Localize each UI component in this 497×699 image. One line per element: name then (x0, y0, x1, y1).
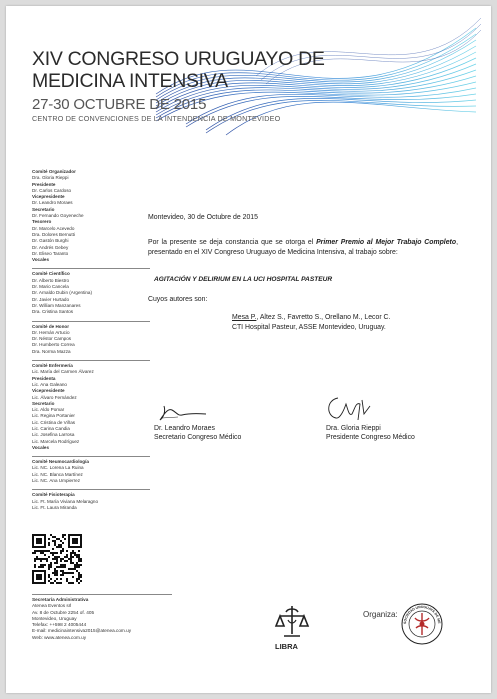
authors-block (232, 313, 390, 332)
committee-member: Lic. Ft. Laura Miranda (32, 504, 77, 510)
award-statement-part1: Por la presente se deja constancia que se otorga el (148, 239, 317, 246)
committee-heading: Comité Neumocardiología (32, 459, 89, 465)
committee-member: Lic. NC. Blanca Martínez (32, 471, 83, 477)
letterhead (6, 6, 491, 146)
committee-heading: Presidente (32, 181, 56, 187)
committee-member: Dr. Eliseo Taranto (32, 250, 69, 256)
signature-right-icon (318, 392, 378, 424)
seal-text: SOCIEDAD URUGUAYA DE ME (402, 604, 442, 625)
congress-dates: 27-30 OCTUBRE DE 2015 (32, 96, 207, 113)
committee-heading: Comité Científico (32, 271, 70, 277)
committee-member: Dr. Andrés Gebey (32, 244, 69, 250)
committee-member: Lic. Carina Candia (32, 425, 70, 431)
committee-member: Lic. Cristina de Viñas (32, 419, 76, 425)
committee-group (32, 321, 150, 355)
committee-group (32, 456, 150, 484)
committee-heading: Comité de Honor (32, 323, 70, 329)
committee-member: Lic. NC. Ana Umpierrez (32, 478, 80, 484)
congress-venue: CENTRO DE CONVENCIONES DE LA INTENDENCIA DE MONTEVIDEO (32, 114, 281, 123)
committee-member: Lic. Álvaro Fernández (32, 394, 77, 400)
committee-group (32, 360, 150, 451)
signature-left-icon (154, 398, 214, 424)
signature-left (154, 424, 241, 442)
award-name: Primer Premio al Mejor Trabajo Completo (316, 239, 457, 246)
committee-group (32, 268, 150, 315)
secretariat-heading: Secretaría Administrativa (32, 597, 89, 602)
committee-member: Dra. Dolores Bernutti (32, 231, 75, 237)
committee-member: Lic. Ana Galeano (32, 381, 67, 387)
committee-heading: Comité Fisioterapia (32, 492, 75, 498)
signer-right-name: Dra. Gloria Rieppi (326, 425, 381, 432)
signer-left-role: Secretario Congreso Médico (154, 434, 242, 441)
committee-group (32, 169, 150, 263)
committee-sidebar (32, 169, 150, 516)
award-statement (148, 238, 458, 257)
qr-code (32, 534, 82, 584)
committee-member: Dr. William Manzanares (32, 302, 81, 308)
committee-heading: Presidenta (32, 375, 56, 381)
letter-date: Montevideo, 30 de Octubre de 2015 (148, 214, 258, 221)
committee-member: Dr. Carlos Cardoso (32, 187, 72, 193)
committee-member: Lic. Aldo Pomar (32, 407, 65, 413)
certificate-page (6, 6, 491, 693)
committee-member: Dr. Mario Cancela (32, 284, 69, 290)
committee-heading: Secretario (32, 400, 55, 406)
committee-member: Dr. Alberto Biestro (32, 277, 70, 283)
committee-member: Dra. Cristina Santos (32, 309, 74, 315)
signer-left-name: Dr. Leandro Moraes (154, 425, 215, 432)
committee-heading: Vicepresidente (32, 194, 65, 200)
committee-member: Dr. Marcelo Acevedo (32, 225, 75, 231)
secretariat-line: Web: www.atenea.com.uy (32, 634, 87, 640)
sumi-seal-icon (400, 602, 444, 646)
committee-heading: Comité Enfermería (32, 363, 73, 369)
secretariat-line: Av. 8 de Octubre 2254 of. 405 (32, 609, 95, 615)
authors-label: Cuyos autores son: (148, 296, 208, 303)
committee-heading: Vicepresidente (32, 388, 65, 394)
secretariat-line: Atenea Eventos srl (32, 603, 72, 609)
committee-member: Dr. Arnaldo Dubin (Argentina) (32, 290, 93, 296)
committee-heading: Comité Organizador (32, 169, 76, 174)
co-authors: , Altez S., Favretto S., Orellano M., Lecor C. (256, 314, 391, 321)
committee-member: Dr. Néstor Campos (32, 336, 72, 342)
committee-member: Lic. Josefina Larrosa (32, 432, 75, 438)
committee-member: Dr. Javier Hurtado (32, 296, 70, 302)
authors-institution: CTI Hospital Pasteur, ASSE Montevideo, Uruguay. (232, 323, 386, 331)
committee-heading: Secretario (32, 206, 55, 212)
committee-member: Lic. Regina Portanier (32, 413, 75, 419)
committee-member: Dr. Gastón Burghi (32, 238, 69, 244)
signer-right-role: Presidente Congreso Médico (326, 434, 415, 441)
committee-member: Dra. Norma Mazza (32, 348, 71, 354)
committee-member: Dr. Hernán Artucio (32, 329, 70, 335)
committee-member: Dr. Humberto Correa (32, 342, 75, 348)
award-statement-part2: , presentado en el XIV Congreso Uruguayo de Medicina Intensiva, al trabajo sobre: (148, 239, 458, 256)
committee-group (32, 489, 150, 511)
committee-heading: Tesorero (32, 219, 52, 225)
congress-title-line2: MEDICINA INTENSIVA (32, 70, 228, 92)
work-title: AGITACIÓN Y DELIRIUM EN LA UCI HOSPITAL PASTEUR (154, 276, 333, 283)
congress-title-line1: XIV CONGRESO URUGUAYO DE (32, 48, 325, 70)
committee-heading: Vocales (32, 444, 50, 450)
signature-right (326, 424, 415, 442)
committee-member: Lic. María del Carmen Álvarez (32, 369, 94, 375)
secretariat-line: Telefax: ++598 2 4005444 (32, 622, 87, 628)
secretariat-line: E-mail: medicinaintensiva2015@atenea.com.uy (32, 628, 132, 634)
libra-logo-text: LIBRA (275, 642, 298, 651)
organizer-label: Organiza: (363, 610, 398, 619)
committee-member: Dr. Fernando Goyeneche (32, 213, 84, 219)
authors-list (232, 313, 390, 323)
administrative-secretariat (32, 594, 172, 641)
committee-member: Dra. Gloria Rieppi (32, 175, 69, 181)
lead-author: Mesa P. (232, 314, 257, 321)
committee-member: Lic. NC. Lorena La Ruina (32, 465, 84, 471)
committee-heading: Vocales (32, 257, 50, 263)
committee-member: Lic. Ft. María Viviana Melaragno (32, 498, 99, 504)
committee-member: Dr. Leandro Moraes (32, 200, 73, 206)
committee-member: Lic. Marcela Rodríguez (32, 438, 80, 444)
secretariat-line: Montevideo, Uruguay (32, 615, 77, 621)
